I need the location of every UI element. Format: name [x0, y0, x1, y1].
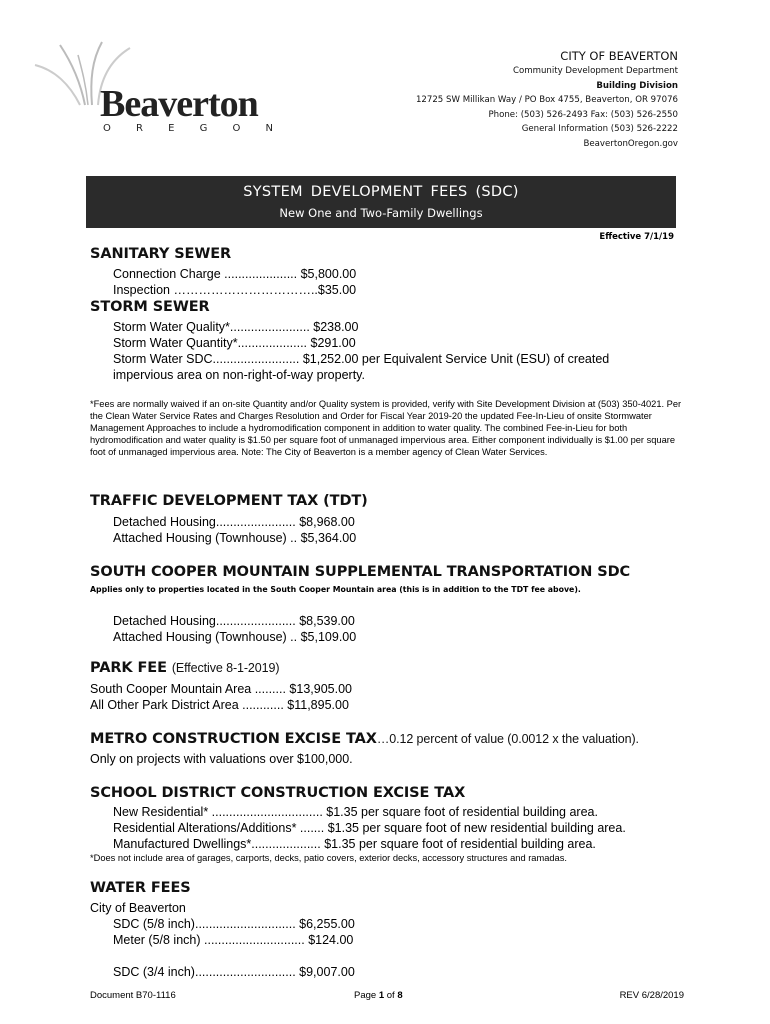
tdt-detached: Detached Housing....................... $8,968.00 — [113, 515, 355, 529]
document-number: Document B70-1116 — [90, 990, 176, 1001]
park-fee-effective: (Effective 8-1-2019) — [171, 661, 280, 675]
school-alterations: Residential Alterations/Additions* ....... $1.35 per square foot of new residential building area. — [113, 821, 626, 835]
storm-water-quantity: Storm Water Quantity*.................... $291.00 — [113, 336, 356, 350]
school-tax-heading: SCHOOL DISTRICT CONSTRUCTION EXCISE TAX — [90, 785, 466, 801]
metro-threshold: Only on projects with valuations over $100,000. — [90, 752, 353, 766]
school-footnote: *Does not include area of garages, carports, decks, patio covers, exterior decks, accessory structures and ramadas. — [90, 853, 567, 863]
school-new-residential: New Residential* ................................ $1.35 per square foot of residential building area. — [113, 805, 598, 819]
general-info: General Information (503) 526-2222 — [521, 124, 678, 134]
metro-rate: …0.12 percent of value (0.0012 x the valuation). — [376, 732, 639, 746]
document-subtitle: New One and Two-Family Dwellings — [279, 206, 483, 220]
storm-water-quality: Storm Water Quality*....................... $238.00 — [113, 320, 359, 334]
tdt-heading: TRAFFIC DEVELOPMENT TAX (TDT) — [90, 493, 368, 509]
department-header — [416, 48, 678, 151]
logo-wordmark: Beaverton — [100, 83, 258, 125]
school-manufactured: Manufactured Dwellings*.................... $1.35 per square foot of residential building area. — [113, 837, 596, 851]
title-banner — [86, 176, 676, 228]
city-name: CITY OF BEAVERTON — [560, 49, 678, 63]
scm-detached: Detached Housing....................... $8,539.00 — [113, 614, 355, 628]
water-fees-heading: WATER FEES — [90, 880, 191, 896]
website: BeavertonOregon.gov — [583, 138, 678, 149]
sanitary-inspection: Inspection ……………………………..$35.00 — [113, 283, 357, 297]
sanitary-sewer-heading: SANITARY SEWER — [90, 246, 232, 262]
revision-date: REV 6/28/2019 — [619, 990, 684, 1001]
water-sdc-3-4: SDC (3/4 inch)............................. $9,007.00 — [113, 965, 355, 979]
park-other: All Other Park District Area ............ $11,895.00 — [90, 698, 349, 712]
page-number: Page 1 of 8 — [354, 990, 403, 1001]
park-fee-heading: PARK FEE (Effective 8-1-2019) — [90, 660, 280, 676]
park-south-cooper: South Cooper Mountain Area ......... $13,905.00 — [90, 682, 352, 696]
effective-date: Effective 7/1/19 — [599, 232, 674, 242]
water-meter-5-8: Meter (5/8 inch) ............................. $124.00 — [113, 933, 354, 947]
water-sdc-5-8: SDC (5/8 inch)............................. $6,255.00 — [113, 917, 355, 931]
logo-state-letters: O R E G O N — [103, 123, 273, 134]
scm-heading: SOUTH COOPER MOUNTAIN SUPPLEMENTAL TRANSPORTATION SDC — [90, 564, 631, 580]
storm-sewer-heading: STORM SEWER — [90, 299, 210, 315]
address: 12725 SW Millikan Way / PO Box 4755, Beaverton, OR 97076 — [415, 95, 678, 105]
phone-fax: Phone: (503) 526-2493 Fax: (503) 526-2550 — [488, 109, 678, 120]
scm-attached: Attached Housing (Townhouse) .. $5,109.00 — [113, 630, 357, 644]
scm-applies-note: Applies only to properties located in the South Cooper Mountain area (this is in addition to the TDT fee above). — [90, 585, 581, 594]
sanitary-connection-charge: Connection Charge ..................... $5,800.00 — [113, 267, 357, 281]
tdt-attached: Attached Housing (Townhouse) .. $5,364.00 — [113, 531, 357, 545]
storm-water-sdc: Storm Water SDC......................... $1,252.00 per Equivalent Service Unit (ESU) of created — [113, 352, 610, 366]
water-city: City of Beaverton — [90, 901, 186, 915]
metro-heading: METRO CONSTRUCTION EXCISE TAX…0.12 percent of value (0.0012 x the valuation). — [90, 731, 639, 747]
department-name: Community Development Department — [512, 66, 678, 76]
document-title: SYSTEM DEVELOPMENT FEES (SDC) — [243, 184, 519, 200]
storm-footnote: *Fees are normally waived if an on-site Quantity and/or Quality system is provided, verify with Site Development Division at (503) 350-4021. Per the Clean Water Service Rates and Charges Resolution and Order for Fiscal Year 2019-20 the updated Fee-In-Lieu of onsite Stormwater Management Approaches to include a hydromodification component in addition to water quality. The combined Fee-in-Lieu for both hydromodification and water quality is $1.50 per square foot of unmanaged impervious area. Either component individually is $1.00 per square foot of unmanaged impervious area. Note: The City of Beaverton is a member agency of Clean Water Services. — [90, 399, 682, 457]
division-name: Building Division — [596, 80, 678, 91]
storm-water-sdc-cont: impervious area on non-right-of-way property. — [113, 368, 365, 382]
